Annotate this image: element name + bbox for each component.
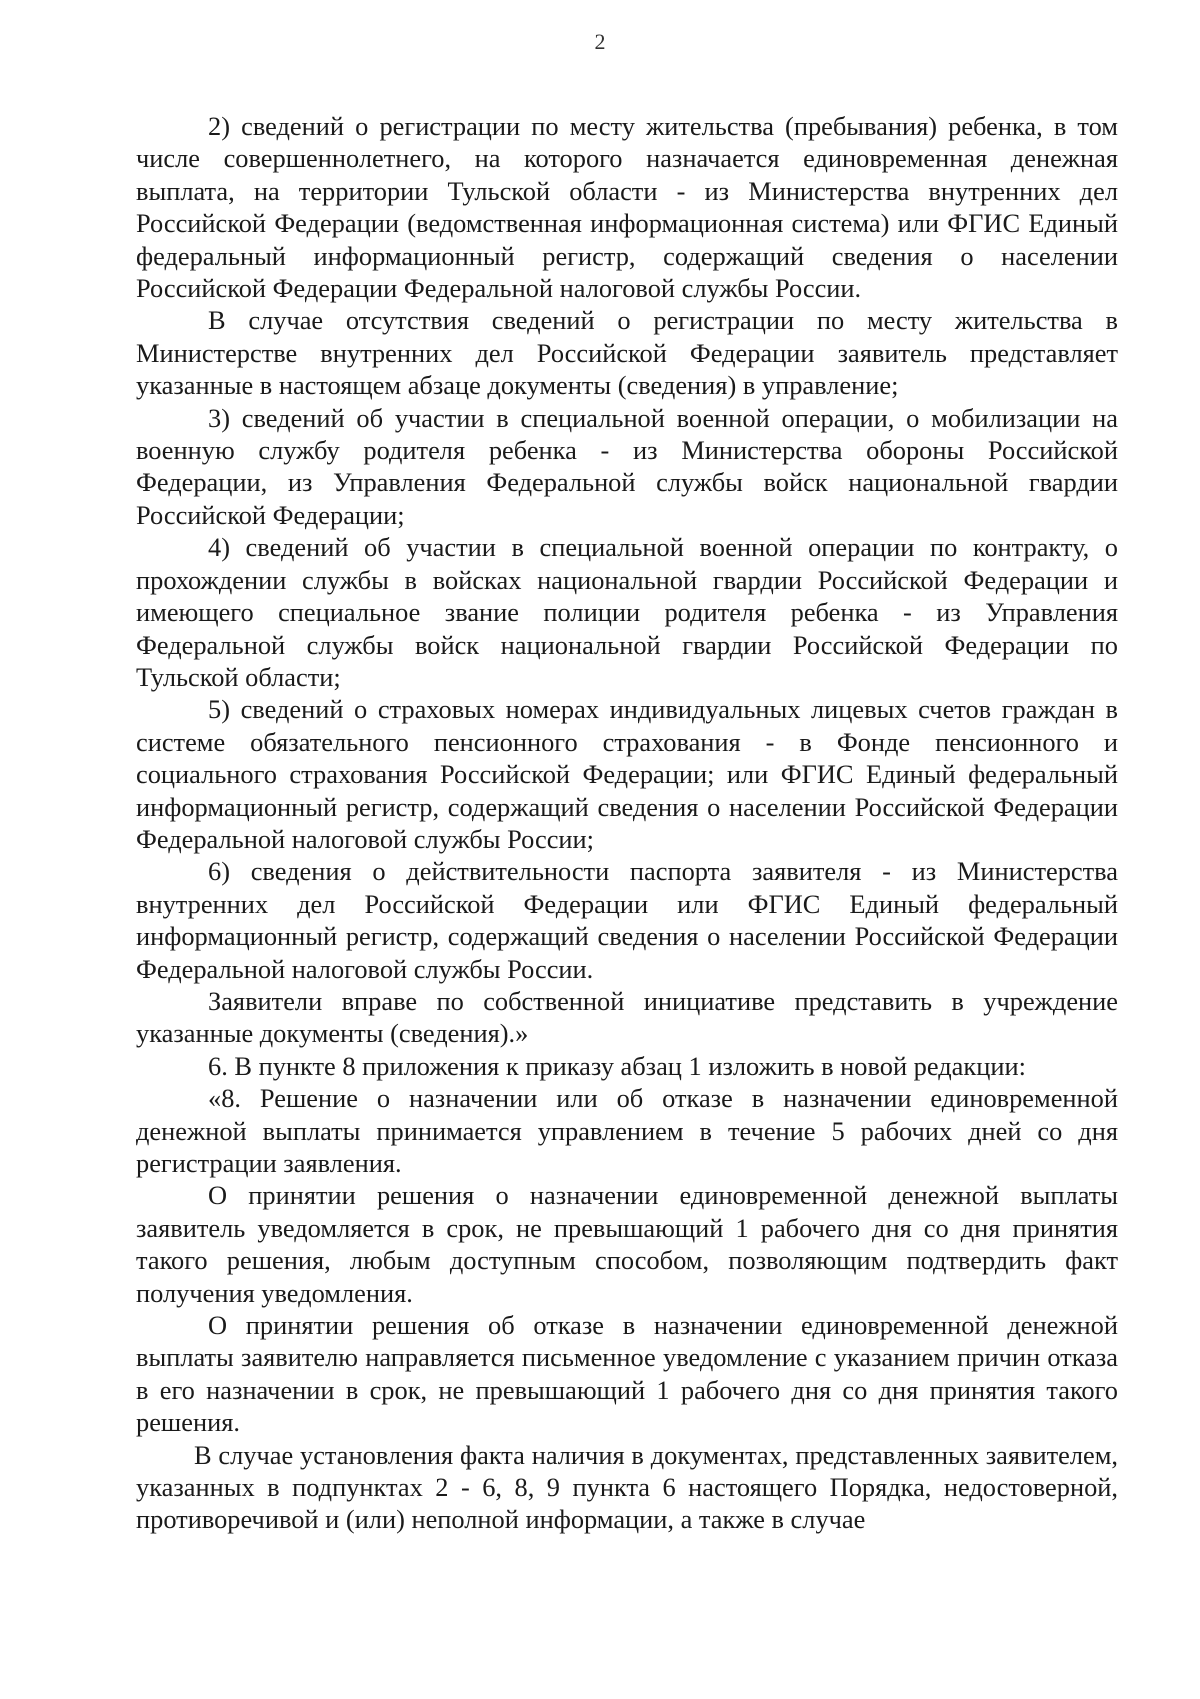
paragraph-item-2-registration: 2) сведений о регистрации по месту жительства (пребывания) ребенка, в том числе совершеннолетнего, на которого назначается единовременная денежная выплата, на территории Тульской области - из Министерства внутренних дел Российской Федерации (ведомственная информационная система) или ФГИС Единый федеральный информационный регистр, содержащий сведения о населении Российской Федерации Федеральной налоговой службы России. [136,111,1118,304]
paragraph-decision-item-8: «8. Решение о назначении или об отказе в назначении единовременной денежной выплаты принимается управлением в течение 5 рабочих дней со дня регистрации заявления. [136,1083,1118,1178]
paragraph-unreliable-information: В случае установления факта наличия в документах, представленных заявителем, указанных в подпунктах 2 - 6, 8, 9 пункта 6 настоящего Порядка, недостоверной, противоречивой и (или) неполной информации, а также в случае [136,1439,1118,1535]
document-body [136,110,1118,1536]
page-number: 2 [594,29,606,54]
paragraph-registration-absence: В случае отсутствия сведений о регистрации по месту жительства в Министерстве внутренних дел Российской Федерации заявитель представляет указанные в настоящем абзаце документы (сведения) в управление; [136,305,1118,401]
paragraph-applicant-initiative: Заявители вправе по собственной инициативе представить в учреждение указанные документы (сведения).» [136,985,1118,1049]
paragraph-decision-notification: О принятии решения о назначении единовременной денежной выплаты заявитель уведомляется в срок, не превышающий 1 рабочего дня со дня принятия такого решения, любым доступным способом, позволяющим подтвердить факт получения уведомления. [136,1180,1118,1308]
paragraph-item-5-insurance-numbers: 5) сведений о страховых номерах индивидуальных лицевых счетов граждан в системе обязательного пенсионного страхования - в Фонде пенсионного и социального страхования Российской Федерации; или ФГИС Единый федеральный информационный регистр, содержащий сведения о населении Российской Федерации Федеральной налоговой службы России; [136,694,1118,854]
paragraph-item-3-military-operation: 3) сведений об участии в специальной военной операции, о мобилизации на военную службу родителя ребенка - из Министерства обороны Российской Федерации, из Управления Федеральной службы войск национальной гвардии Российской Федерации; [136,402,1118,530]
paragraph-item-4-national-guard: 4) сведений об участии в специальной военной операции по контракту, о прохождении службы в войсках национальной гвардии Российской Федерации и имеющего специальное звание полиции родителя ребенка - из Управления Федеральной службы войск национальной гвардии Российской Федерации по Тульской области; [136,532,1118,692]
paragraph-item-6-passport-validity: 6) сведения о действительности паспорта заявителя - из Министерства внутренних дел Российской Федерации или ФГИС Единый федеральный информационный регистр, содержащий сведения о населении Российской Федерации Федеральной налоговой службы России. [136,856,1118,984]
paragraph-amendment-6: 6. В пункте 8 приложения к приказу абзац 1 изложить в новой редакции: [208,1050,1026,1081]
paragraph-refusal-notification: О принятии решения об отказе в назначении единовременной денежной выплаты заявителю направляется письменное уведомление с указанием причин отказа в его назначении в срок, не превышающий 1 рабочего дня со дня принятия такого решения. [136,1310,1118,1438]
